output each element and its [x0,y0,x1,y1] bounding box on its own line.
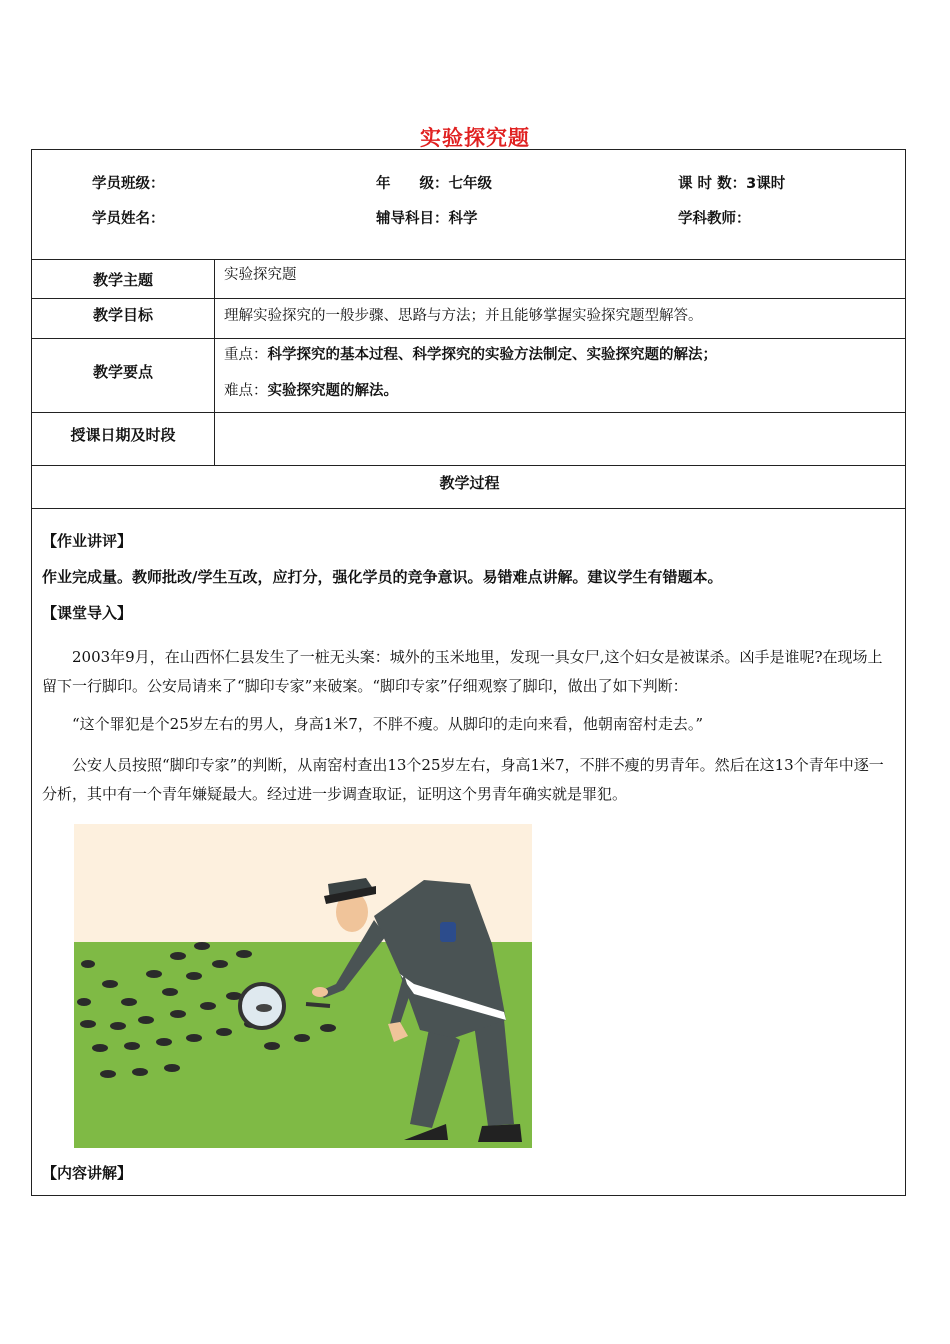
name-label: 学员姓名： [92,211,165,227]
lesson-plan-table [31,149,906,1196]
subject-value: 科学 [448,211,478,227]
page-title: 实验探究题 [420,126,530,150]
topic-value: 实验探究题 [224,267,297,283]
hours-label: 课 时 数： [678,176,747,192]
goal-value: 理解实验探究的一般步骤、思路与方法；并且能够掌握实验探究题型解答。 [224,308,703,324]
key-focus-text: 科学探究的基本过程、科学探究的实验方法制定、实验探究题的解法； [267,347,717,363]
key-points-label: 教学要点 [92,363,153,381]
key-difficult-prefix: 难点： [224,383,268,399]
row-divider [32,298,905,299]
homework-text: 作业完成量。教师批改/学生互改，应打分，强化学员的竞争意识。易错难点讲解。建议学生有错题本。 [42,568,723,586]
key-difficult-line [224,379,398,400]
topic-label: 教学主题 [92,271,153,289]
hours-field [678,172,785,193]
row-divider [32,412,905,413]
grade-field [376,172,492,193]
grade-value: 七年级 [448,176,492,192]
story-paragraph-1: 2003年9月，在山西怀仁县发生了一桩无头案：城外的玉米地里，发现一具女尸,这个妇女是被谋杀。凶手是谁呢?在现场上留下一行脚印。公安局请来了“脚印专家”来破案。“脚印专家”仔细观察了脚印，做出了如下判断： [42,648,883,695]
row-divider [32,259,905,260]
column-divider [214,259,215,465]
row-divider [32,508,905,509]
process-label: 教学过程 [439,474,500,492]
key-focus-prefix: 重点： [224,347,268,363]
homework-heading: 【作业讲评】 [42,532,133,550]
class-label: 学员班级： [92,176,165,192]
teacher-label: 学科教师： [678,211,751,227]
story-paragraph-2: “这个罪犯是个25岁左右的男人，身高1米7，不胖不瘦。从脚印的走向来看，他朝南窑村走去。” [72,715,704,733]
intro-heading: 【课堂导入】 [42,604,133,622]
hours-value: 3课时 [746,176,786,192]
date-label: 授课日期及时段 [70,426,176,444]
grade-label: 年 级： [376,176,449,192]
key-focus-line [224,343,717,364]
row-divider [32,338,905,339]
story-paragraph-3: 公安人员按照“脚印专家”的判断，从南窑村查出13个25岁左右，身高1米7，不胖不瘦的男青年。然后在这13个青年中逐一分析，其中有一个青年嫌疑最大。经过进一步调查取证，证明这个男青年确实就是罪犯。 [42,756,884,803]
content-heading: 【内容讲解】 [42,1164,133,1182]
police-officer-footprints-illustration [74,824,532,1148]
goal-label: 教学目标 [92,306,153,324]
subject-label: 辅导科目： [376,211,449,227]
key-difficult-text: 实验探究题的解法。 [267,383,398,399]
row-divider [32,465,905,466]
subject-field [376,207,478,228]
